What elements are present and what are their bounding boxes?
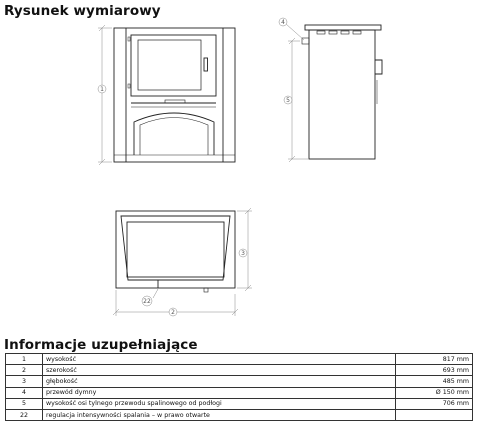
side-axis-label: 5: [286, 97, 290, 104]
front-height-label: 1: [100, 86, 104, 93]
row-label: wysokość: [43, 354, 396, 365]
row-label: wysokość osi tylnego przewodu spalinowego od podłogi: [43, 398, 396, 409]
side-dimensions: [279, 18, 308, 162]
row-value: [396, 409, 473, 420]
row-number: 4: [6, 387, 43, 398]
row-number: 5: [6, 398, 43, 409]
table-row: [6, 376, 473, 387]
top-lever-label: 22: [143, 298, 151, 305]
drawing-heading: Rysunek wymiarowy: [4, 3, 161, 19]
table-row: [6, 354, 473, 365]
row-number: 22: [6, 409, 43, 420]
table-row: [6, 387, 473, 398]
row-value: 817 mm: [396, 354, 473, 365]
row-label: przewód dymny: [43, 387, 396, 398]
table-row: [6, 409, 473, 420]
table-row: [6, 398, 473, 409]
row-number: 1: [6, 354, 43, 365]
row-label: głębokość: [43, 376, 396, 387]
top-view: [116, 211, 235, 292]
side-flue-label: 4: [281, 19, 285, 26]
top-dimensions: [113, 208, 252, 316]
row-label: szerokość: [43, 365, 396, 376]
top-width-label: 2: [171, 309, 175, 316]
row-number: 3: [6, 376, 43, 387]
top-depth-label: 3: [241, 250, 245, 257]
row-label: regulacja intensywności spalania – w prawo otwarte: [43, 409, 396, 420]
front-view: [114, 28, 235, 162]
info-table: [5, 353, 473, 421]
row-number: 2: [6, 365, 43, 376]
side-view: [302, 25, 382, 159]
row-value: 693 mm: [396, 365, 473, 376]
row-value: 706 mm: [396, 398, 473, 409]
row-value: Ø 150 mm: [396, 387, 473, 398]
table-row: [6, 365, 473, 376]
front-height-dimension: [98, 25, 112, 165]
info-heading: Informacje uzupełniające: [4, 337, 198, 353]
row-value: 485 mm: [396, 376, 473, 387]
